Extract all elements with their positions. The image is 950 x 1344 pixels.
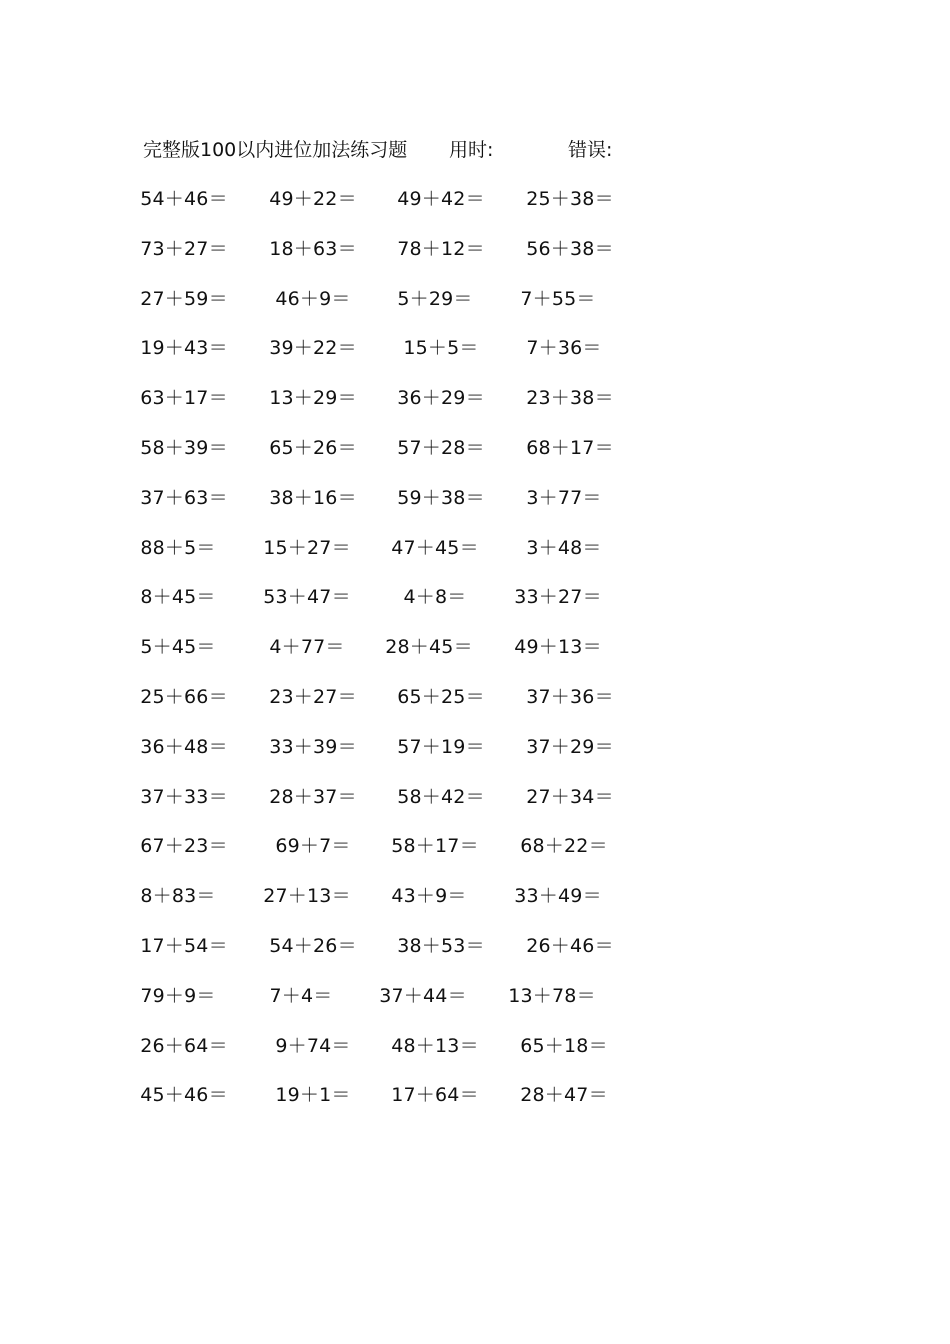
problem-row (130, 385, 650, 435)
addition-problem: 38＋16＝ (269, 486, 357, 509)
addition-problem: 68＋22＝ (520, 835, 608, 858)
problem-row (130, 883, 650, 933)
addition-problem: 43＋9＝ (391, 885, 467, 908)
addition-problem: 25＋66＝ (140, 685, 228, 708)
problem-row (130, 1082, 650, 1132)
addition-problem: 18＋63＝ (269, 237, 357, 260)
problem-row (130, 933, 650, 983)
addition-problem: 5＋45＝ (140, 636, 216, 659)
addition-problem: 3＋77＝ (526, 486, 602, 509)
addition-problem: 54＋46＝ (140, 188, 228, 210)
addition-problem: 28＋47＝ (520, 1084, 608, 1107)
addition-problem: 13＋29＝ (269, 387, 357, 410)
addition-problem: 27＋13＝ (263, 885, 351, 908)
addition-problem: 36＋48＝ (140, 735, 228, 758)
addition-problem: 9＋74＝ (275, 1034, 351, 1057)
problem-row (130, 1033, 650, 1083)
addition-problem: 49＋13＝ (514, 636, 602, 659)
error-count-label: 错误: (568, 139, 613, 161)
addition-problem: 26＋46＝ (526, 934, 614, 957)
addition-problem: 37＋36＝ (526, 685, 614, 708)
worksheet-header (143, 137, 663, 163)
addition-problem: 8＋45＝ (140, 586, 216, 609)
addition-problem: 25＋38＝ (526, 188, 614, 210)
addition-problem: 57＋19＝ (397, 735, 485, 758)
addition-problem: 69＋7＝ (275, 835, 351, 858)
addition-problem: 8＋83＝ (140, 885, 216, 908)
addition-problem: 4＋8＝ (403, 586, 467, 609)
addition-problem: 23＋27＝ (269, 685, 357, 708)
addition-problem: 27＋59＝ (140, 287, 228, 310)
problem-row (130, 684, 650, 734)
problem-row (130, 734, 650, 784)
addition-problem: 28＋37＝ (269, 785, 357, 808)
addition-problem: 23＋38＝ (526, 387, 614, 410)
addition-problem: 27＋34＝ (526, 785, 614, 808)
addition-problem: 7＋36＝ (526, 337, 602, 360)
problem-row (130, 435, 650, 485)
addition-problem: 63＋17＝ (140, 387, 228, 410)
problem-row (130, 584, 650, 634)
addition-problem: 39＋22＝ (269, 337, 357, 360)
addition-problem: 37＋63＝ (140, 486, 228, 509)
problem-row (130, 634, 650, 684)
problem-grid (130, 186, 650, 1132)
addition-problem: 15＋5＝ (403, 337, 479, 360)
addition-problem: 79＋9＝ (140, 984, 216, 1007)
addition-problem: 37＋29＝ (526, 735, 614, 758)
problem-row (130, 833, 650, 883)
addition-problem: 38＋53＝ (397, 934, 485, 957)
addition-problem: 17＋64＝ (391, 1084, 479, 1107)
problem-row (130, 535, 650, 585)
problem-row (130, 236, 650, 286)
problem-row (130, 784, 650, 834)
addition-problem: 37＋44＝ (379, 984, 467, 1007)
addition-problem: 65＋25＝ (397, 685, 485, 708)
addition-problem: 17＋54＝ (140, 934, 228, 957)
addition-problem: 53＋47＝ (263, 586, 351, 609)
time-used-label: 用时: (449, 139, 494, 161)
addition-problem: 33＋39＝ (269, 735, 357, 758)
addition-problem: 3＋48＝ (526, 536, 602, 559)
addition-problem: 33＋49＝ (514, 885, 602, 908)
addition-problem: 58＋42＝ (397, 785, 485, 808)
problem-row (130, 485, 650, 535)
addition-problem: 28＋45＝ (385, 636, 473, 659)
addition-problem: 5＋29＝ (397, 287, 473, 310)
addition-problem: 33＋27＝ (514, 586, 602, 609)
addition-problem: 7＋4＝ (269, 984, 333, 1007)
addition-problem: 37＋33＝ (140, 785, 228, 808)
addition-problem: 26＋64＝ (140, 1034, 228, 1057)
addition-problem: 19＋1＝ (275, 1084, 351, 1107)
addition-problem: 36＋29＝ (397, 387, 485, 410)
addition-problem: 7＋55＝ (520, 287, 596, 310)
addition-problem: 45＋46＝ (140, 1084, 228, 1107)
addition-problem: 58＋17＝ (391, 835, 479, 858)
addition-problem: 48＋13＝ (391, 1034, 479, 1057)
problem-row (130, 186, 650, 236)
addition-problem: 49＋22＝ (269, 188, 357, 210)
addition-problem: 54＋26＝ (269, 934, 357, 957)
addition-problem: 15＋27＝ (263, 536, 351, 559)
addition-problem: 73＋27＝ (140, 237, 228, 260)
addition-problem: 46＋9＝ (275, 287, 351, 310)
problem-row (130, 983, 650, 1033)
addition-problem: 68＋17＝ (526, 436, 614, 459)
addition-problem: 58＋39＝ (140, 436, 228, 459)
addition-problem: 59＋38＝ (397, 486, 485, 509)
addition-problem: 65＋26＝ (269, 436, 357, 459)
addition-problem: 4＋77＝ (269, 636, 345, 659)
worksheet-title: 完整版100以内进位加法练习题 (143, 139, 408, 161)
addition-problem: 56＋38＝ (526, 237, 614, 260)
addition-problem: 13＋78＝ (508, 984, 596, 1007)
problem-row (130, 286, 650, 336)
addition-problem: 49＋42＝ (397, 188, 485, 210)
addition-problem: 47＋45＝ (391, 536, 479, 559)
addition-problem: 19＋43＝ (140, 337, 228, 360)
addition-problem: 65＋18＝ (520, 1034, 608, 1057)
problem-row (130, 335, 650, 385)
addition-problem: 57＋28＝ (397, 436, 485, 459)
addition-problem: 67＋23＝ (140, 835, 228, 858)
addition-problem: 78＋12＝ (397, 237, 485, 260)
addition-problem: 88＋5＝ (140, 536, 216, 559)
